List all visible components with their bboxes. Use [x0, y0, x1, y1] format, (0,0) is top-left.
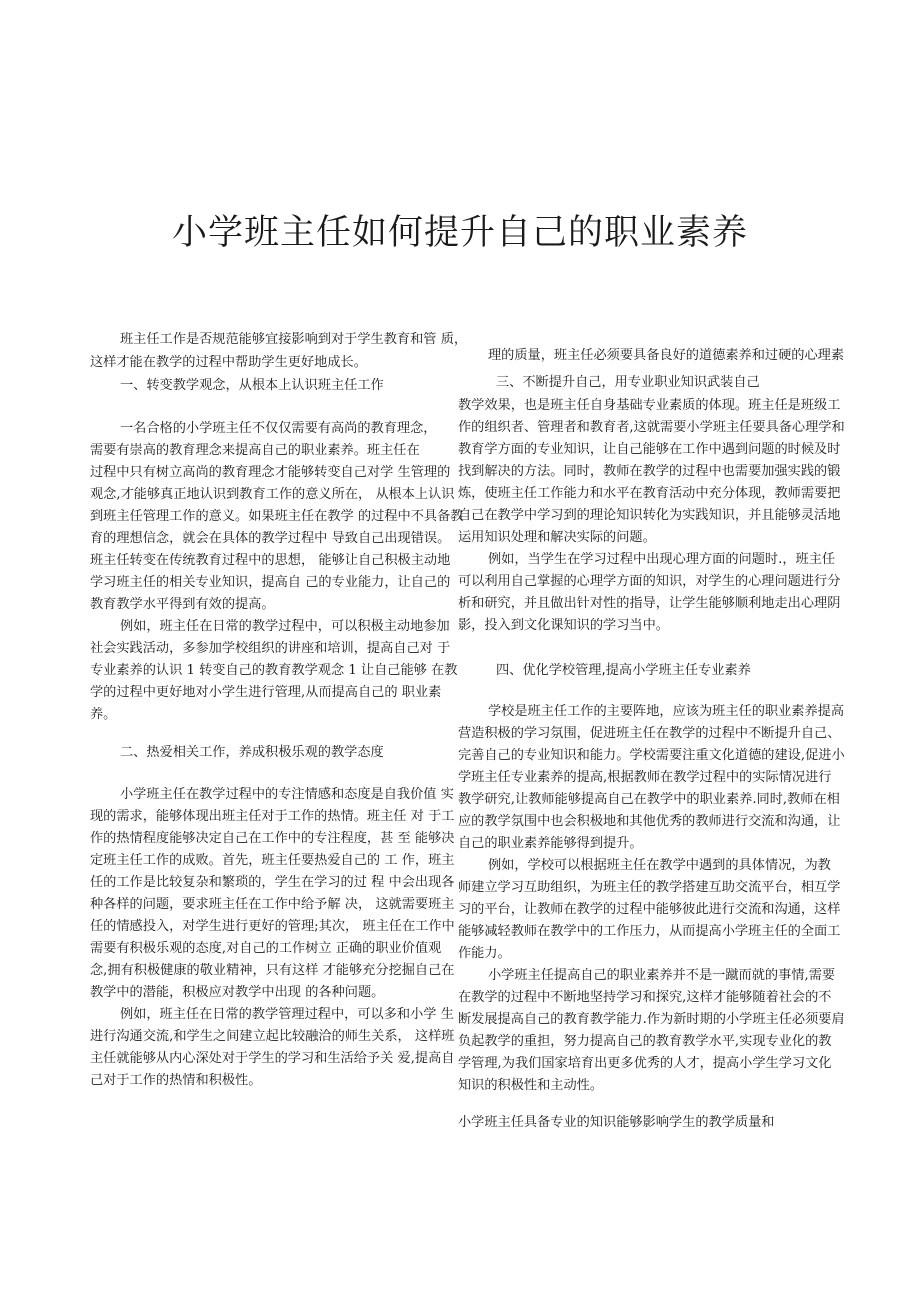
text-line: 育的理想信念，就会在具体的教学过程中 导致自己出现错误。	[90, 531, 451, 546]
text-line: 主任就能够从内心深处对于学生的学习和生活给予关 爱,提高自	[90, 1051, 455, 1066]
text-line: 学的过程中更好地对小学生进行管理,从而提高自己的 职业素	[90, 685, 442, 700]
text-line: 应的教学氛围中也会积极地和其他优秀的教师进行交流和沟通，让	[458, 814, 841, 829]
text-line: 完善自己的专业知识和能力。学校需要注重文化道德的建设,促进小	[458, 748, 845, 763]
page-title: 小学班主任如何提升自己的职业素养	[171, 213, 748, 253]
text-line: 养。	[90, 707, 117, 722]
text-line: 理的质量，班主任必须要具备良好的道德素养和过硬的心理素	[488, 348, 845, 363]
text-line: 影，投入到文化课知识的学习当中。	[458, 618, 669, 633]
text-line: 能够减轻教师在教学中的工作压力，从而提高小学班主任的全面工	[458, 924, 841, 939]
text-line: 可以利用自己掌握的心理学方面的知识，对学生的心理问题进行分	[458, 574, 841, 589]
section-heading-1: 一、转变教学观念，从根本上认识班主任工作	[120, 378, 384, 393]
text-line: 教育教学水平得到有效的提高。	[90, 597, 275, 612]
text-line: 观念,才能够真正地认识到教育工作的意义所在， 从根本上认识	[90, 487, 455, 502]
text-line: 例如，班主任在日常的教学管理过程中，可以多和小学 生	[120, 1007, 454, 1022]
text-line: 班主任工作是否规范能够宜接影响到对于学生教育和管 质，	[120, 332, 468, 347]
text-line: 需要有崇高的教育理念来提高自己的职业素养。班主任在	[90, 443, 420, 458]
text-line: 例如，班主任在日常的教学过程中，可以积极主动地参加	[120, 619, 450, 634]
section-heading-2: 二、热爱相关工作，养成积极乐观的教学态度	[120, 745, 384, 760]
text-line: 过程中只有树立高尚的教育理念才能够转变自己对学 生管理的	[90, 465, 451, 480]
text-line: 社会实践活动，多参加学校组织的讲座和培训，提高自己对 于	[90, 641, 451, 656]
text-line: 学习班主任的相关专业知识，提高自 己的专业能力，让自己的	[90, 575, 451, 590]
text-line: 小学班主任在教学过程中的专注情感和态度是自我价值 实	[120, 787, 454, 802]
text-line: 教育学方面的专业知识，让自己能够在工作中遇到问题的时候及时	[458, 442, 841, 457]
text-line: 炼，使班主任工作能力和水平在教育活动中充分体现，教师需要把	[458, 486, 841, 501]
text-line: 在教学的过程中不断地坚持学习和探究,这样才能够随着社会的不	[458, 990, 832, 1005]
text-line: 作能力。	[458, 946, 511, 961]
text-line: 自己在教学中学习到的理论知识转化为实践知识，并且能够灵活地	[458, 508, 841, 523]
text-line: 己对于工作的热情和积极性。	[90, 1073, 262, 1088]
text-line: 学管理,为我们国家培育出更多优秀的人才，提高小学生学习文化	[458, 1056, 832, 1071]
text-line: 现的需求，能够体现出班主任对于工作的热情。班主任 对 于工	[90, 809, 455, 824]
text-line: 师建立学习互助组织，为班主任的教学搭建互助交流平台，相互学	[458, 880, 841, 895]
text-line: 自己的职业素养能够得到提升。	[458, 836, 643, 851]
text-line: 这样才能在教学的过程中帮助学生更好地成长。	[90, 355, 367, 370]
text-line: 进行沟通交流,和学生之间建立起比较融洽的师生关系， 这样班	[90, 1029, 455, 1044]
text-line: 到班主任管理工作的意义。如果班主任在教学 的过程中不具备教	[90, 509, 464, 524]
text-line: 断发展提高自己的教育教学能力.作为新时期的小学班主任必须要肩	[458, 1012, 845, 1027]
text-line: 小学班主任提高自己的职业素养并不是一蹴而就的事情,需要	[488, 968, 836, 983]
section-heading-3: 三、不断提升自己，用专业职业知识武装自己	[496, 375, 760, 390]
text-line: 学班主任专业素养的提高,根据教师在教学过程中的实际情况进行	[458, 770, 832, 785]
text-line: 找到解决的方法。同时，教师在教学的过程中也需要加强实践的锻	[458, 464, 841, 479]
text-line: 知识的积极性和主动性。	[458, 1078, 604, 1093]
text-line: 念,拥有积极健康的敬业精神，只有这样 才能够充分挖掘自己在	[90, 963, 455, 978]
section-heading-4: 四、优化学校管理,提高小学班主任专业素养	[496, 663, 751, 678]
text-line: 任的工作是比较复杂和繁琐的，学生在学习的过 程 中会出现各	[90, 875, 455, 890]
text-line: 一名合格的小学班主任不仅仅需要有高尚的教育理念，	[120, 421, 437, 436]
text-line: 小学班主任具备专业的知识能够影响学生的教学质量和	[458, 1115, 775, 1130]
text-line: 作的组织者、管理者和教育者,这就需要小学班主任要具备心理学和	[458, 420, 845, 435]
text-line: 种各样的问题，要求班主任在工作中给予解 决， 这就需要班主	[90, 897, 455, 912]
text-line: 营造积极的学习氛围，促进班主任在教学的过程中不断提升自己、	[458, 726, 841, 741]
text-line: 作的热情程度能够决定自己在工作中的专注程度，甚 至 能够决	[90, 831, 455, 846]
text-line: 定班主任工作的成败。首先，班主任要热爱自己的 工 作，班主	[90, 853, 455, 868]
text-line: 学校是班主任工作的主要阵地，应该为班主任的职业素养提高	[488, 704, 845, 719]
text-line: 析和研究，并且做出针对性的指导，让学生能够顺利地走出心理阴	[458, 596, 841, 611]
text-line: 例如，学校可以根据班主任在教学中遇到的具体情况，为教	[488, 858, 831, 873]
text-line: 任的情感投入，对学生进行更好的管理;其次， 班主任在工作中	[90, 919, 455, 934]
text-line: 负起教学的重担，努力提高自己的教育教学水平,实现专业化的教	[458, 1034, 832, 1049]
text-line: 例如，当学生在学习过程中出现心理方面的问题时.，班主任	[488, 552, 836, 567]
text-line: 教学研究,让教师能够提高自己在教学中的职业素养.同时,教师在相	[458, 792, 840, 807]
text-line: 习的平台，让教师在教学的过程中能够彼此进行交流和沟通，这样	[458, 902, 841, 917]
text-line: 班主任转变在传统教育过程中的思想， 能够让自己积极主动地	[90, 553, 451, 568]
text-line: 专业素养的认识 1 转变自己的教育教学观念 1 让自己能够 在教	[90, 663, 458, 678]
text-line: 需要有积极乐观的态度,对自己的工作树立 正确的职业价值观	[90, 941, 442, 956]
text-line: 运用知识处理和解决实际的问题。	[458, 530, 656, 545]
text-line: 教学中的潜能，积极应对教学中出现 的各种问题。	[90, 985, 385, 1000]
text-line: 教学效果，也是班主任自身基础专业素质的体现。班主任是班级工	[458, 398, 841, 413]
